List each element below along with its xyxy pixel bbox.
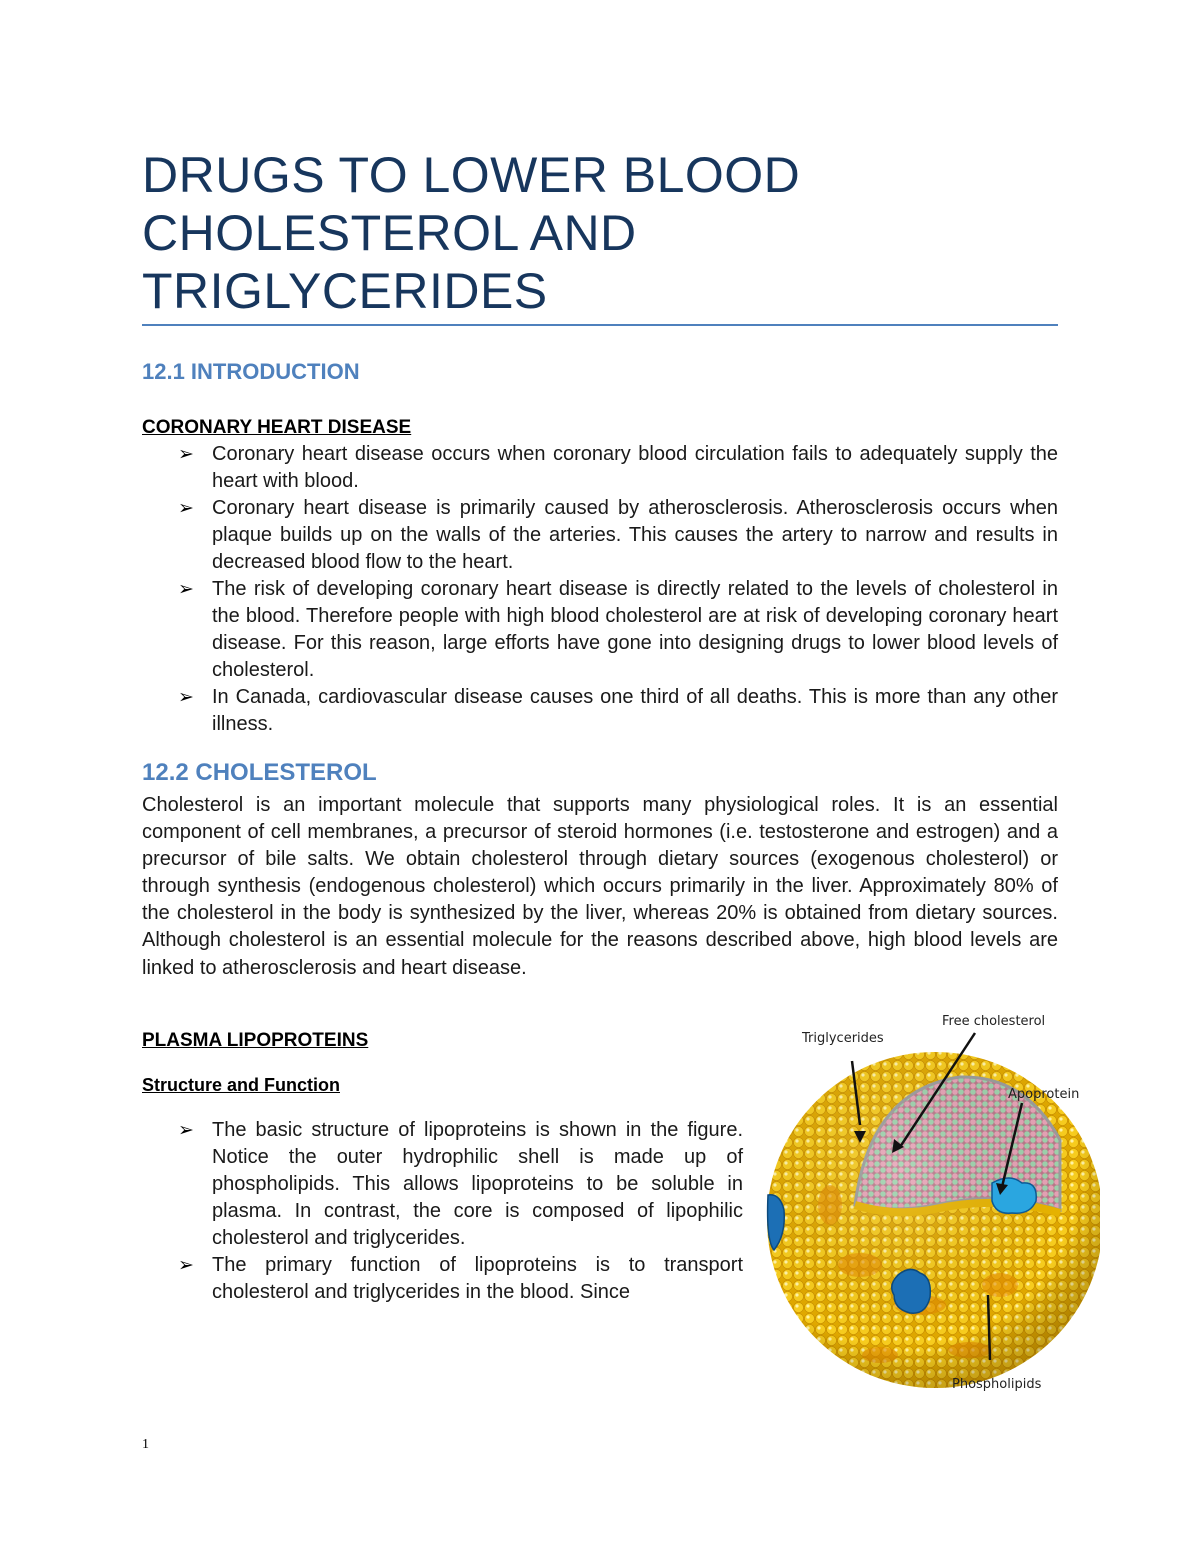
arrow-bullet-icon: ➢	[178, 444, 194, 465]
title-line: CHOLESTEROL AND	[142, 205, 637, 261]
list-item	[142, 1252, 743, 1306]
cholesterol-paragraph: Cholesterol is an important molecule that supports many physiological roles. It is an essential component of cell membranes, a precursor of steroid hormones (i.e. testosterone and estrogen) and a precursor of bile salts. We obtain cholesterol through dietary sources (exogenous cholesterol) or through synthesis (endogenous cholesterol) which occurs primarily in the liver. Approximately 80% of the cholesterol in the body is synthesized by the liver, whereas 20% is obtained from dietary sources. Although cholesterol is an essential molecule for the reasons described above, high blood levels are linked to atherosclerosis and heart disease.	[142, 794, 1058, 979]
bullet-text: The risk of developing coronary heart disease is directly related to the levels of cholesterol in the blood. Therefore people with high blood cholesterol are at risk of developing coronary heart disease. For this reason, large efforts have gone into designing drugs to lower blood levels of cholesterol.	[212, 578, 1058, 681]
label-apoprotein: Apoprotein	[1008, 1087, 1080, 1102]
title-divider	[142, 324, 1058, 326]
list-item	[142, 441, 1058, 495]
apoprotein-shape	[992, 1178, 1036, 1213]
apoprotein-shape	[892, 1269, 931, 1313]
subheading-plasma-lipoproteins: PLASMA LIPOPROTEINS	[142, 1030, 369, 1051]
subheading-structure-and-function: Structure and Function	[142, 1075, 340, 1095]
list-item	[142, 495, 1058, 576]
arrow-bullet-icon: ➢	[178, 1120, 194, 1141]
sphere-shading	[767, 1052, 1100, 1388]
list-item	[142, 576, 1058, 684]
bullet-text: In Canada, cardiovascular disease causes one third of all deaths. This is more than any other illness.	[212, 686, 1058, 735]
bullet-text: The primary function of lipoproteins is to transport cholesterol and triglycerides in the blood. Since	[212, 1254, 743, 1303]
arrow-bullet-icon: ➢	[178, 1255, 194, 1276]
lipoprotein-structure-figure	[760, 1005, 1100, 1400]
lipoprotein-diagram	[760, 1005, 1100, 1400]
title-line: DRUGS TO LOWER BLOOD	[142, 147, 801, 203]
bullet-text: Coronary heart disease is primarily caused by atherosclerosis. Atherosclerosis occurs when plaque builds up on the walls of the arteries. This causes the artery to narrow and results in decreased blood flow to the heart.	[212, 497, 1058, 573]
bullet-text: The basic structure of lipoproteins is shown in the figure. Notice the outer hydrophilic shell is made up of phospholipids. This allows lipoproteins to be soluble in plasma. In contrast, the core is composed of lipophilic cholesterol and triglycerides.	[212, 1119, 743, 1249]
list-item	[142, 1117, 743, 1252]
document-title	[142, 146, 1062, 320]
title-line: TRIGLYCERIDES	[142, 263, 548, 319]
intro-bullet-list	[142, 441, 1058, 738]
arrow-bullet-icon: ➢	[178, 687, 194, 708]
list-item	[142, 684, 1058, 738]
subheading-coronary-heart-disease: CORONARY HEART DISEASE	[142, 417, 412, 438]
arrow-bullet-icon: ➢	[178, 498, 194, 519]
label-phospholipids: Phospholipids	[952, 1377, 1042, 1392]
section-heading-introduction: 12.1 INTRODUCTION	[142, 359, 360, 384]
label-triglycerides: Triglycerides	[802, 1031, 884, 1046]
label-free-cholesterol: Free cholesterol	[942, 1014, 1046, 1029]
arrow-bullet-icon: ➢	[178, 579, 194, 600]
page-number: 1	[142, 1437, 149, 1452]
bullet-text: Coronary heart disease occurs when coronary blood circulation fails to adequately supply the heart with blood.	[212, 443, 1058, 492]
lipoprotein-bullet-list	[142, 1117, 743, 1306]
section-heading-cholesterol: 12.2 CHOLESTEROL	[142, 759, 377, 786]
